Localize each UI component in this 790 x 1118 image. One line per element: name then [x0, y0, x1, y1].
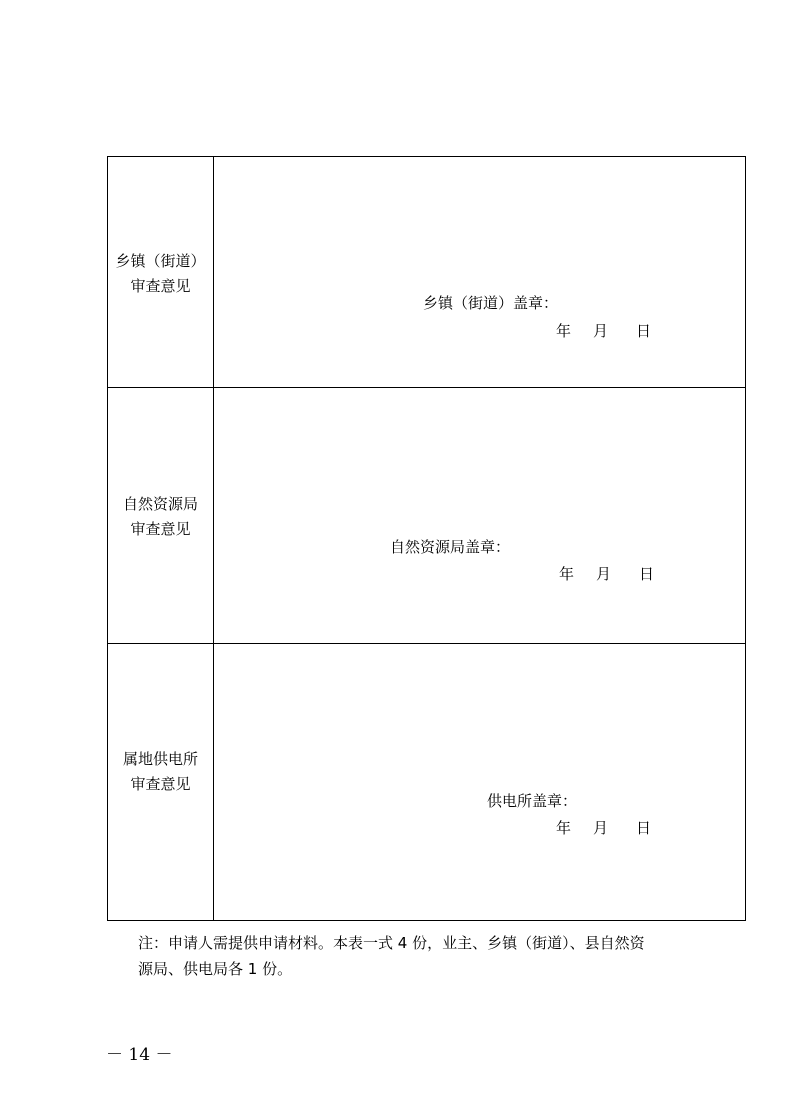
year-label: 年 [556, 819, 572, 837]
row-label-line2: 审查意见 [130, 277, 191, 295]
month-label: 月 [596, 565, 612, 583]
row-label-cell [108, 388, 214, 643]
day-label: 日 [636, 819, 652, 837]
footnote-line1: 注：申请人需提供申请材料。本表一式 4 份，业主、乡镇（街道）、县自然资 [138, 934, 645, 952]
day-label: 日 [636, 322, 652, 340]
month-label: 月 [593, 322, 609, 340]
natural-resources-review-row [108, 388, 745, 644]
opinion-cell[interactable] [214, 388, 745, 643]
review-form-table [107, 156, 746, 921]
row-label-line2: 审查意见 [130, 520, 191, 538]
page-number: － 14 － [106, 1045, 173, 1065]
row-label-line1: 自然资源局 [122, 495, 198, 513]
row-label-line1: 属地供电所 [122, 750, 198, 768]
row-label-line2: 审查意见 [130, 775, 191, 793]
footnote-line2: 源局、供电局各 1 份。 [138, 960, 293, 978]
seal-label: 供电所盖章： [487, 792, 578, 810]
opinion-cell[interactable] [214, 644, 745, 920]
opinion-cell[interactable] [214, 157, 745, 387]
row-label-cell [108, 644, 214, 920]
day-label: 日 [639, 565, 655, 583]
year-label: 年 [559, 565, 575, 583]
date-line [556, 320, 651, 341]
date-line [559, 563, 654, 584]
date-line [556, 817, 651, 838]
row-label-cell [108, 157, 214, 387]
seal-label: 自然资源局盖章： [390, 538, 511, 556]
seal-label: 乡镇（街道）盖章： [423, 294, 559, 312]
month-label: 月 [593, 819, 609, 837]
power-station-review-row [108, 644, 745, 920]
footnote [138, 930, 645, 982]
year-label: 年 [556, 322, 572, 340]
township-review-row [108, 157, 745, 388]
row-label-line1: 乡镇（街道） [115, 252, 206, 270]
